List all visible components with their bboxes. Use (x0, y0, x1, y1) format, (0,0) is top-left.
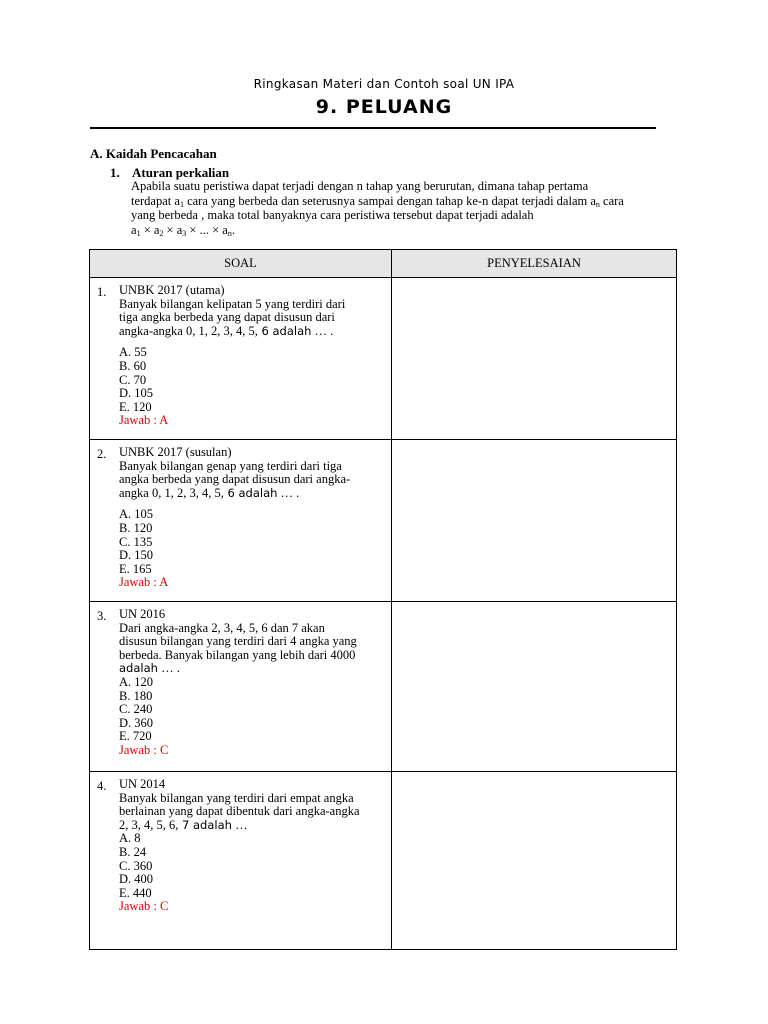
formula-part: × a (163, 222, 183, 237)
intro-subscript: 1 (179, 199, 184, 209)
section-heading: A. Kaidah Pencacahan (90, 146, 217, 161)
document-subtitle: Ringkasan Materi dan Contoh soal UN IPA (253, 77, 515, 91)
solution-cell[interactable] (392, 772, 677, 950)
question-text (119, 325, 383, 339)
question-text-part: 6 adalah (223, 485, 278, 500)
option-b: B. 24 (119, 844, 147, 859)
intro-text: cara (599, 193, 624, 208)
question-source: UN 2014 (119, 777, 166, 791)
table-row (90, 278, 677, 440)
answer-key: Jawab : A (119, 575, 169, 590)
table-header-row (90, 250, 677, 278)
question-text-part: angka 0, 1, 2, 3, 4, 5, (119, 485, 224, 500)
subsection-title: Aturan perkalian (132, 165, 230, 180)
option-c: C. 240 (119, 702, 153, 717)
solution-cell[interactable] (392, 278, 677, 440)
option-d: D. 105 (119, 386, 154, 401)
question-text: Banyak bilangan kelipatan 5 yang terdiri dari (119, 296, 346, 311)
question-table (89, 249, 677, 950)
intro-subscript: n (595, 199, 600, 209)
option-d: D. 150 (119, 548, 154, 563)
question-text: disusun bilangan yang terdiri dari 4 angka yang (119, 634, 357, 649)
question-number: 3. (97, 609, 107, 623)
table-row (90, 602, 677, 772)
question-text (119, 487, 383, 501)
question-text-part: 7 adalah (178, 817, 232, 832)
option-e: E. 720 (119, 729, 152, 744)
question-text-part: 6 adalah (257, 323, 312, 338)
question-number: 4. (97, 779, 107, 793)
intro-text: cara yang berbeda dan seterusnya sampai dengan tahap ke-n dapat terjadi dalam a (183, 193, 596, 208)
header-soal: SOAL (90, 250, 392, 278)
solution-cell[interactable] (392, 440, 677, 602)
option-a: A. 55 (119, 345, 147, 360)
table-row (90, 772, 677, 950)
question-number: 2. (97, 447, 107, 461)
question-text-part: angka-angka 0, 1, 2, 3, 4, 5, (119, 323, 258, 338)
question-text-part: adalah (119, 661, 158, 676)
question-number: 1. (97, 285, 107, 299)
option-b: B. 120 (119, 520, 153, 535)
question-text-part: 2, 3, 4, 5, 6, (119, 817, 179, 832)
question-source: UN 2016 (119, 607, 166, 621)
option-e: E. 165 (119, 561, 152, 576)
formula-subscript: 2 (159, 228, 164, 238)
header-penyelesaian: PENYELESAIAN (392, 250, 677, 278)
option-e: E. 440 (119, 885, 152, 900)
question-text: berbeda. Banyak bilangan yang lebih dari 4000 (119, 647, 356, 662)
question-cell (90, 772, 392, 950)
formula-subscript: 3 (182, 228, 187, 238)
question-text-part: … . (311, 323, 334, 338)
intro-paragraph (131, 179, 681, 237)
title-divider (90, 127, 656, 129)
option-b: B. 60 (119, 358, 147, 373)
option-a: A. 105 (119, 507, 154, 522)
question-text (119, 662, 383, 676)
question-text-part: … (231, 817, 248, 832)
option-c: C. 135 (119, 534, 153, 549)
question-cell (90, 602, 392, 772)
option-d: D. 360 (119, 715, 154, 730)
question-text: berlainan yang dapat dibentuk dari angka-angka (119, 804, 360, 819)
option-a: A. 8 (119, 831, 141, 846)
question-text: Banyak bilangan genap yang terdiri dari tiga (119, 458, 342, 473)
question-text (119, 819, 383, 833)
intro-text: terdapat a (131, 193, 180, 208)
question-text-part: … . (157, 661, 180, 676)
question-source: UNBK 2017 (utama) (119, 283, 225, 297)
option-c: C. 360 (119, 858, 153, 873)
formula-part: . (231, 222, 235, 237)
option-e: E. 120 (119, 399, 152, 414)
option-c: C. 70 (119, 372, 147, 387)
solution-cell[interactable] (392, 602, 677, 772)
question-source: UNBK 2017 (susulan) (119, 445, 232, 459)
question-text: tiga angka berbeda yang dapat disusun dari (119, 310, 335, 325)
formula-part: a (131, 222, 137, 237)
option-b: B. 180 (119, 688, 153, 703)
formula-subscript: 1 (136, 228, 141, 238)
table-row (90, 440, 677, 602)
question-text: Dari angka-angka 2, 3, 4, 5, 6 dan 7 akan (119, 620, 325, 635)
question-text: angka berbeda yang dapat disusun dari angka- (119, 472, 351, 487)
formula (131, 223, 681, 238)
question-text: Banyak bilangan yang terdiri dari empat angka (119, 790, 354, 805)
subsection-number: 1. (110, 165, 120, 180)
question-cell (90, 278, 392, 440)
answer-key: Jawab : C (119, 742, 169, 757)
question-text-part: … . (277, 485, 300, 500)
option-d: D. 400 (119, 872, 154, 887)
question-cell (90, 440, 392, 602)
formula-subscript: n (227, 228, 232, 238)
formula-part: × ... × a (186, 222, 228, 237)
answer-key: Jawab : C (119, 899, 169, 914)
formula-part: × a (140, 222, 160, 237)
page-title: 9. PELUANG (315, 96, 453, 118)
option-a: A. 120 (119, 674, 154, 689)
intro-line: Apabila suatu peristiwa dapat terjadi dengan n tahap yang berurutan, dimana tahap pertama (131, 179, 589, 193)
intro-line: yang berbeda , maka total banyaknya cara peristiwa tersebut dapat terjadi adalah (131, 208, 534, 222)
intro-line (131, 194, 681, 209)
answer-key: Jawab : A (119, 413, 169, 428)
